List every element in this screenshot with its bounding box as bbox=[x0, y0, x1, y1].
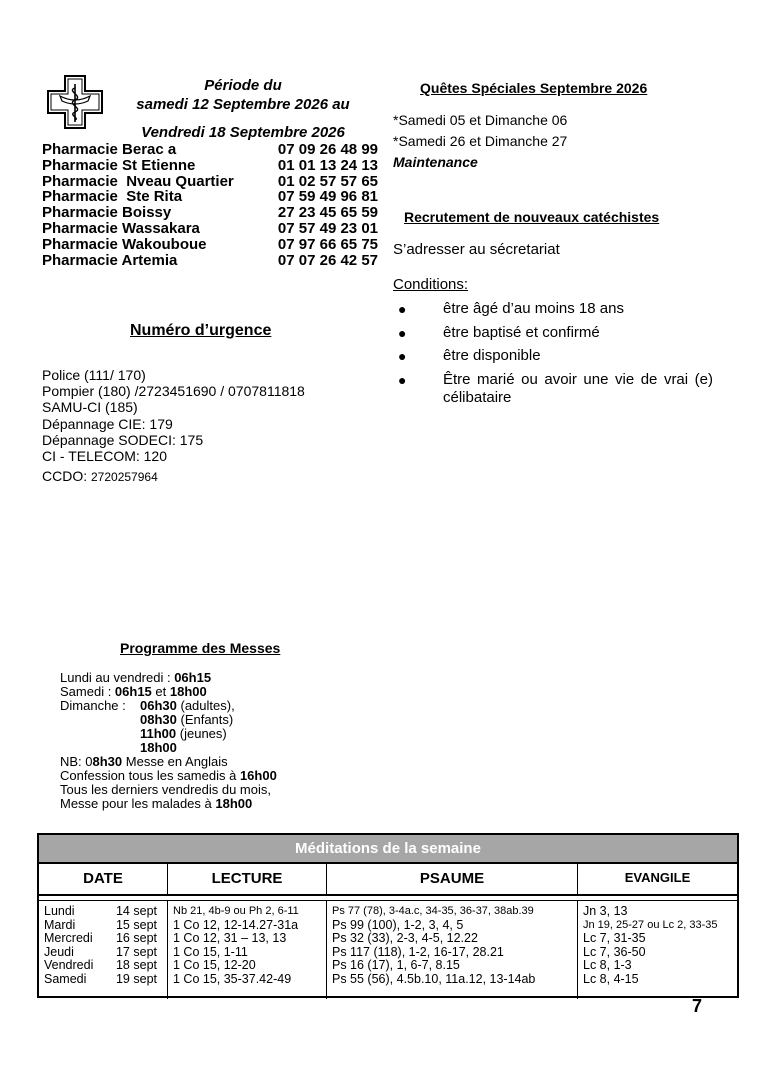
pharmacy-name: Pharmacie Wakouboue bbox=[42, 235, 207, 253]
ccdo-label: CCDO: bbox=[42, 468, 91, 485]
pharmacy-row bbox=[42, 205, 378, 221]
label: Samedi : bbox=[60, 684, 115, 699]
psaume-cell: Ps 32 (33), 2-3, 4-5, 12.22 bbox=[332, 931, 478, 945]
pharmacy-name: Pharmacie Ste Rita bbox=[42, 188, 183, 206]
evangile-cell: Lc 8, 1-3 bbox=[583, 958, 632, 972]
urgence-list bbox=[42, 367, 305, 485]
time: 06h15 bbox=[114, 684, 152, 699]
condition-text: être âgé d’au moins 18 ans bbox=[443, 300, 624, 317]
label: Lundi au vendredi : bbox=[60, 670, 175, 685]
pharmacy-row bbox=[42, 158, 378, 174]
header-psaume: PSAUME bbox=[327, 864, 578, 894]
urgence-line: SAMU-CI (185) bbox=[42, 399, 138, 416]
condition-item bbox=[393, 300, 713, 318]
label: Messe en Anglais bbox=[122, 754, 228, 769]
pharmacy-phone: 07 09 26 48 99 bbox=[277, 141, 378, 158]
label: Confession tous les samedis à bbox=[60, 768, 240, 783]
condition-item bbox=[393, 347, 713, 365]
lecture-cell: 1 Co 12, 12-14.27-31a bbox=[173, 917, 299, 932]
time: 11h00 bbox=[140, 726, 177, 741]
urgence-line: Dépannage SODECI: 175 bbox=[42, 431, 204, 448]
period-line2: samedi 12 Septembre 2026 au bbox=[136, 96, 350, 113]
column-psaume bbox=[327, 901, 578, 999]
column-evangile bbox=[578, 901, 737, 999]
date-cell bbox=[44, 905, 163, 919]
messes-dimanche bbox=[60, 699, 277, 713]
messes-title: Programme des Messes bbox=[120, 640, 281, 656]
date: 18 sept bbox=[115, 958, 157, 972]
urgence-line: CI - TELECOM: 120 bbox=[42, 448, 168, 465]
recrutement-title: Recrutement de nouveaux catéchistes bbox=[404, 209, 660, 225]
pharmacy-phone: 07 97 66 65 75 bbox=[277, 235, 378, 253]
pharmacy-row bbox=[42, 237, 378, 253]
label: Messe pour les malades à bbox=[60, 796, 216, 811]
day: Lundi bbox=[44, 904, 75, 918]
date: 17 sept bbox=[115, 944, 157, 959]
bullet-icon: ● bbox=[398, 324, 407, 341]
column-lecture bbox=[168, 901, 327, 999]
pharmacy-list bbox=[42, 142, 378, 268]
bullet-icon: ● bbox=[398, 301, 407, 317]
psaume-cell: Ps 55 (56), 4.5b.10, 11a.12, 13-14ab bbox=[332, 971, 536, 986]
time: 06h15 bbox=[174, 670, 212, 685]
evangile-cell: Jn 3, 13 bbox=[583, 904, 628, 918]
lecture-cell: Nb 21, 4b-9 ou Ph 2, 6-11 bbox=[173, 905, 299, 917]
day: Mardi bbox=[44, 917, 76, 932]
psaume-cell: Ps 77 (78), 3-4a.c, 34-35, 36-37, 38ab.39 bbox=[332, 905, 534, 917]
column-date bbox=[39, 901, 168, 999]
pharmacy-name: Pharmacie Wassakara bbox=[42, 219, 200, 237]
note: (adultes), bbox=[176, 698, 235, 713]
pharmacy-phone: 01 01 13 24 13 bbox=[277, 156, 378, 174]
messes-dimanche bbox=[60, 713, 277, 727]
lecture-cell: 1 Co 15, 35-37.42-49 bbox=[173, 971, 292, 986]
day: Vendredi bbox=[44, 958, 94, 972]
messes-dimanche bbox=[60, 727, 277, 741]
condition-text: être disponible bbox=[443, 347, 541, 364]
date-cell bbox=[44, 973, 163, 987]
bullet-icon: ● bbox=[398, 371, 407, 388]
evangile-cell: Lc 7, 31-35 bbox=[583, 931, 646, 945]
pharmacy-phone: 07 07 26 42 57 bbox=[277, 251, 378, 269]
ccdo-number: 2720257964 bbox=[91, 470, 158, 485]
lecture-cell: 1 Co 15, 12-20 bbox=[173, 958, 256, 972]
time: 18h00 bbox=[169, 684, 207, 699]
ccdo-line bbox=[42, 468, 305, 485]
quetes-line: *Samedi 26 et Dimanche 27 bbox=[393, 133, 568, 149]
pharmacy-row bbox=[42, 253, 378, 269]
day: Mercredi bbox=[44, 931, 93, 945]
label: et bbox=[151, 684, 170, 699]
condition-item bbox=[393, 324, 713, 342]
date-cell bbox=[44, 919, 163, 933]
time: 18h00 bbox=[140, 740, 177, 755]
pharmacy-phone: 27 23 45 65 59 bbox=[277, 204, 378, 222]
date-cell bbox=[44, 946, 163, 960]
psaume-cell: Ps 99 (100), 1-2, 3, 4, 5 bbox=[332, 917, 464, 932]
urgence-title: Numéro d’urgence bbox=[130, 322, 272, 339]
pharmacy-phone: 01 02 57 57 65 bbox=[277, 172, 378, 190]
date-cell bbox=[44, 932, 163, 946]
urgence-line: Police (111/ 170) bbox=[42, 367, 146, 383]
note: (Enfants) bbox=[176, 712, 234, 727]
pharmacy-phone: 07 59 49 96 81 bbox=[277, 188, 378, 206]
label: NB: 0 bbox=[60, 754, 93, 769]
recrutement-contact: S’adresser au sécretariat bbox=[393, 241, 560, 258]
urgence-line: Dépannage CIE: 179 bbox=[42, 415, 173, 432]
evangile-cell: Lc 7, 36-50 bbox=[583, 944, 646, 959]
lecture-cell: 1 Co 15, 1-11 bbox=[173, 944, 248, 959]
time: 06h30 bbox=[140, 698, 177, 713]
evangile-cell: Jn 19, 25-27 ou Lc 2, 33-35 bbox=[583, 918, 718, 931]
pharmacy-phone: 07 57 49 23 01 bbox=[277, 219, 378, 237]
messes-malades-2 bbox=[60, 797, 277, 811]
date: 15 sept bbox=[115, 917, 157, 932]
psaume-cell: Ps 16 (17), 1, 6-7, 8.15 bbox=[332, 958, 460, 972]
pharmacy-name: Pharmacie Nveau Quartier bbox=[42, 172, 234, 190]
condition-text: Être marié ou avoir une vie de vrai (e) célibataire bbox=[443, 370, 713, 406]
condition-item bbox=[393, 371, 713, 407]
time: 16h00 bbox=[239, 768, 277, 783]
label: Dimanche : bbox=[60, 698, 126, 713]
pharmacy-row bbox=[42, 221, 378, 237]
pharmacy-row bbox=[42, 189, 378, 205]
quetes-line: *Samedi 05 et Dimanche 06 bbox=[393, 112, 568, 128]
quetes-maintenance: Maintenance bbox=[393, 154, 478, 170]
messes-malades-1: Tous les derniers vendredis du mois, bbox=[60, 782, 271, 797]
period-line1: Période du bbox=[204, 77, 282, 94]
pharmacy-cross-icon bbox=[46, 74, 104, 130]
messes-schedule bbox=[60, 671, 277, 811]
header-evangile: EVANGILE bbox=[624, 870, 691, 885]
pharmacy-name: Pharmacie St Etienne bbox=[42, 156, 196, 174]
table-header-row bbox=[39, 864, 737, 896]
condition-text: être baptisé et confirmé bbox=[443, 323, 600, 341]
date: 14 sept bbox=[115, 904, 157, 918]
time: 08h30 bbox=[140, 712, 177, 727]
table-body bbox=[39, 901, 737, 999]
time: 8h30 bbox=[92, 754, 123, 769]
page-number: 7 bbox=[692, 996, 703, 1016]
pharmacy-period bbox=[118, 76, 368, 142]
pharmacy-name: Pharmacie Berac a bbox=[42, 141, 177, 158]
conditions-title: Conditions: bbox=[393, 276, 469, 293]
pharmacy-row bbox=[42, 174, 378, 190]
psaume-cell: Ps 117 (118), 1-2, 16-17, 28.21 bbox=[332, 944, 504, 959]
header-lecture: LECTURE bbox=[168, 864, 327, 894]
lecture-cell: 1 Co 12, 31 – 13, 13 bbox=[173, 931, 287, 945]
messes-nb bbox=[60, 755, 277, 769]
messes-dimanche bbox=[60, 741, 277, 755]
date-cell bbox=[44, 959, 163, 973]
day: Samedi bbox=[44, 971, 87, 986]
header-date: DATE bbox=[39, 864, 168, 894]
quetes-list bbox=[393, 110, 567, 173]
date: 19 sept bbox=[115, 971, 157, 986]
quetes-title: Quêtes Spéciales Septembre 2026 bbox=[420, 80, 648, 96]
time: 18h00 bbox=[215, 796, 253, 811]
conditions-list bbox=[393, 300, 713, 412]
bullet-icon: ● bbox=[398, 348, 407, 364]
pharmacy-name: Pharmacie Artemia bbox=[42, 251, 178, 269]
messes-confession bbox=[60, 769, 277, 783]
date: 16 sept bbox=[115, 931, 157, 945]
note: (jeunes) bbox=[176, 726, 227, 741]
pharmacy-name: Pharmacie Boissy bbox=[42, 204, 172, 222]
messes-samedi bbox=[60, 685, 277, 699]
meditations-title: Méditations de la semaine bbox=[39, 835, 737, 864]
urgence-line: Pompier (180) /2723451690 / 0707811818 bbox=[42, 383, 305, 400]
day: Jeudi bbox=[44, 944, 74, 959]
pharmacy-row bbox=[42, 142, 378, 158]
evangile-cell: Lc 8, 4-15 bbox=[583, 971, 639, 986]
period-line3: Vendredi 18 Septembre 2026 bbox=[141, 124, 345, 141]
messes-weekday bbox=[60, 671, 277, 685]
meditations-table bbox=[37, 833, 739, 998]
